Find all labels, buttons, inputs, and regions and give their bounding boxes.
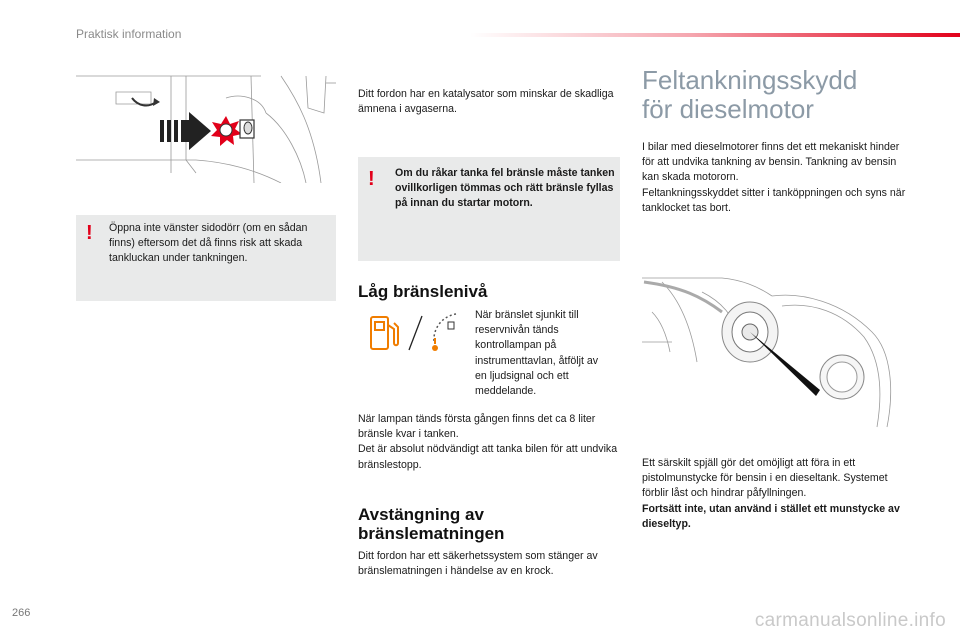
fuel-cutoff-heading-line-1: Avstängning av [358, 505, 484, 524]
slash-separator [405, 313, 425, 353]
misfuel-para-1: I bilar med dieselmotorer finns det ett mekaniskt hinder för att undvika tankning av bensin. Tankning av bensin kan skada motororn. [642, 141, 900, 184]
low-fuel-heading: Låg bränslenivå [358, 282, 488, 301]
low-fuel-para-2: Det är absolut nödvändigt att tanka bilen för att undvika bränslestopp. [358, 443, 618, 471]
warning-exclamation-icon: ! [368, 168, 375, 190]
fuel-pump-icon [368, 313, 402, 353]
page-number: 266 [12, 607, 31, 619]
section-title: Praktisk information [76, 27, 182, 41]
wrong-fuel-warning-note [358, 157, 620, 261]
misfuel-text [642, 140, 907, 216]
fuel-cutoff-heading-line-2: bränslematningen [358, 524, 505, 543]
fuel-filler-illustration [642, 272, 897, 432]
door-warning-note [76, 215, 336, 301]
low-fuel-para-1: När lampan tänds första gången finns det ca 8 liter bränsle kvar i tanken. [358, 413, 596, 441]
fuel-cutoff-heading [358, 505, 504, 543]
header-accent-bar [470, 33, 960, 37]
misfuel-para-4: Fortsätt inte, utan använd i stället ett munstycke av dieseltyp. [642, 502, 900, 530]
low-fuel-text [358, 412, 620, 473]
misfuel-heading-line-2: för dieselmotor [642, 94, 814, 124]
watermark: carmanualsonline.info [754, 610, 946, 631]
fuel-cutoff-text: Ditt fordon har ett säkerhetssystem som stänger av bränslematningen i händelse av en krock. [358, 550, 598, 578]
misfuel-para-2: Feltankningsskyddet sitter i tanköppningen och syns när tanklocket tas bort. [642, 186, 906, 214]
warning-exclamation-icon: ! [86, 222, 93, 244]
low-fuel-lamp-text: När bränslet sjunkit till reservnivån tänds kontrollampan på instrumenttavlan, åtföljt av en ljudsignal och ett meddelande. [475, 309, 599, 398]
wrong-fuel-warning-text: Om du råkar tanka fel bränsle måste tanken ovillkorligen tömmas och rätt bränsle fyllas på innan du startar motorn. [395, 167, 615, 210]
car-door-illustration [76, 68, 336, 183]
misfuel-para-3: Ett särskilt spjäll gör det omöjligt att föra in ett pistolmunstycke för bensin i en dieseltank. Systemet förblir låst och hindrar påfyllningen. [642, 457, 888, 500]
door-warning-text: Öppna inte vänster sidodörr (om en sådan finns) eftersom det då finns risk att skada tankluckan under tankningen. [109, 222, 308, 265]
fuel-gauge-icon [426, 308, 462, 354]
misfuel-heading-line-1: Feltankningsskydd [642, 65, 858, 95]
catalyst-intro-text: Ditt fordon har en katalysator som minskar de skadliga ämnena i avgaserna. [358, 88, 614, 116]
misfuel-flap-text [642, 456, 910, 532]
misfuel-protection-heading [642, 66, 857, 124]
